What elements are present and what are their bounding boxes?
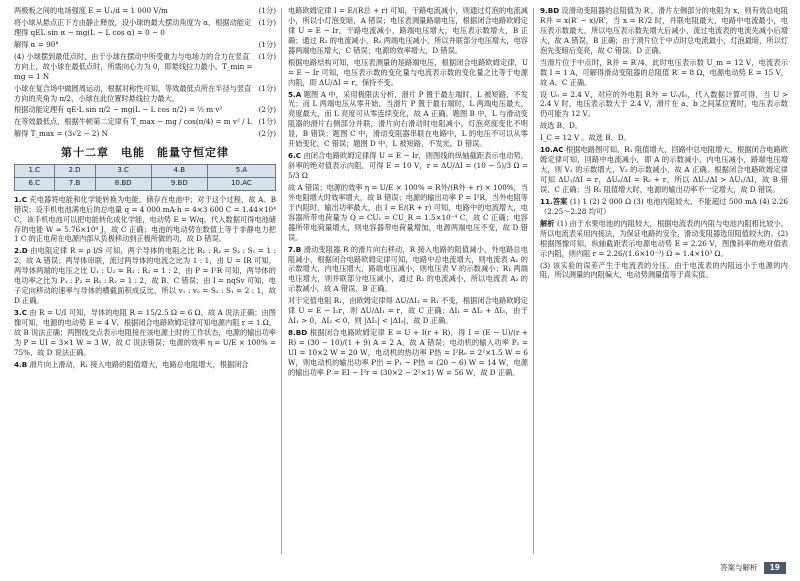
solution-line: 解得 α = 90° (1分): [14, 39, 276, 49]
chapter-title: 第十二章 电能 能量守恒定律: [61, 146, 229, 160]
answer-cell: 10.AC: [207, 178, 275, 191]
answer-cell: 8.BD: [95, 178, 151, 191]
solution-paragraph: (3) 该实验的误差产生于电流表的分压，由于电流表的内阻远小于电源的内阻，所以测量的内阻偏大，电动势测量值等于真实值。: [540, 260, 788, 280]
solution-line: 根据动能定理有 qE·L sin π/2 − mg(L − L cos π/2) = ½ m v² (2分): [14, 105, 276, 115]
answer-cell: 6.C: [15, 178, 55, 191]
solution-line: (4) 小球摆到最低点时，由于小球在摆动中所受重力与电场力的合力在竖直方向上，故小球在最低点时，所需向心力为 0，即悬线拉力最小，T_min = mg = 1 N (1分): [14, 51, 276, 81]
answer-cell: 5.A: [207, 165, 275, 178]
column-divider: [533, 8, 534, 554]
answer-cell: 4.B: [151, 165, 207, 178]
solution-paragraph: 7.B 滑动变阻器 R 的滑片向右移动，R 接入电路的阻值减小，外电路总电阻减小，根据闭合电路欧姆定律可知，电路中总电流增大，则电流表 A₁ 的示数增大，内电压增大，路端电压减小，则电压表 V 的示数减小；R₁ 两端电压增大，则并联部分电压减小，通过 R₂ 的电流减小，所以电流表 A₂ 的示数减小，故 A 错误、B 正确。: [288, 244, 528, 294]
solution-paragraph: 设 U₀ = 2.4 V，对应的外电阻 R外 = U₀/I₀，代入数据计算可得，当 U > 2.4 V 时，电压表示数大于 2.4 V，滑片在 a、b 之间某位置时，电压表示数仍可能为 12 V。: [540, 89, 788, 119]
solution-paragraph: 11.答案 (1) 1 (2) 2 000 Ω (3) 电池内阻较大、不能超过 500 mA (4) 2.26（2.25～2.28 均可）: [540, 196, 788, 216]
answer-table: [14, 164, 276, 190]
footer-label: 答案与解析: [720, 562, 758, 572]
solution-paragraph: 3.C 由 R = U/I 可知，导体的电阻 R = 15/2.5 Ω = 6 Ω，故 A 说法正确；由图像可知，电源的电动势 E = 4 V，根据闭合电路欧姆定律可知电源内阻 r = 1 Ω，故 B 说法正确；两图线交点表示电阻接在该电源上时的工作状态，电源的输出功率为 P = UI = 3×1 W = 3 W，故 C 说法错误；电源的效率 η = U/E × 100% = 75%，故 D 说法正确。: [14, 308, 276, 357]
solution-line: 解得 T_max = (3√2 − 2) N (2分): [14, 129, 276, 139]
solution-line: 两极板之间的电场强度 E = U₁/d = 1 000 V/m (1分): [14, 6, 276, 15]
page-footer: [714, 561, 786, 575]
answer-cell: 1.C: [15, 165, 55, 178]
column-middle: [288, 6, 528, 554]
answer-cell: 7.B: [54, 178, 95, 191]
solution-paragraph: 故 A 错误；电源的效率 η = U/E × 100% = R外/(R外 + r) × 100%，当外电阻增大时效率增大，故 B 错误；电源的输出功率 P = I²R，当外电阻等于内阻时，输出功率最大，由 I = E/(R + r) 可知，电路中的电流增大，电容器所带电荷量为 Q = CU₁ = CU_R = 1.5×10⁻⁴ C，故 C 正确；电容器所带电荷量增大，则电容器带电荷量增加，电源两端电压不变，故 D 错误。: [288, 182, 528, 242]
solution-paragraph: 故选 B、D。: [540, 121, 583, 131]
solution-paragraph: 2.D 由电阻定律 R = ρ l/S 可知，两个导体的电阻之比 R₁ : R₂ = S₂ : S₁ = 1 : 2，故 A 错误；两导体串联，流过两导体的电流之比为 1 : 1，由 U = IR 可知，两导体两端的电压之比 U₁ : U₂ = R₁ : R₂ = 1 : 2，由 P = I²R 可知，两导体的电功率之比为 P₁ : P₂ = R₁ : R₂ = 1 : 2，故 B、C 错误；由 I = nqSv 可知，电子定向移动的速率与导体的横截面积成反比，所以 v₁ : v₂ = S₂ : S₁ = 2 : 1，故 D 正确。: [14, 246, 276, 306]
solution-paragraph: 对于定值电阻 R₁，由欧姆定律得 ΔU/ΔI₁ = R₁ 不变，根据闭合电路欧姆定律 U = E − I₁r，则 ΔU/ΔI₁ = r，故 C 正确；ΔI₁ = ΔI₂ + ΔI₃，由于 ΔI₁ > 0，ΔI₂ < 0，则 |ΔI₁| < |ΔI₃|，故 D 正确。: [288, 296, 528, 326]
answer-cell: 9.BD: [151, 178, 207, 191]
solution-line: 在等效最低点，根据牛顿第二定律有 T_max − mg / cos(π/4) = m v² / L (1分): [14, 117, 276, 127]
solution-paragraph: 根据电路结构可知，电压表测量的是路端电压，根据闭合电路欧姆定律，U = E − Ir 可知，电压表示数的变化量与电流表示数的变化量之比等于电源内阻，即 ΔU/ΔI = r，保持不变。: [288, 57, 528, 87]
solution-paragraph: 9.BD 设滑动变阻器的总阻值为 R′，滑片左侧部分的电阻为 x，则有效总电阻 R并 = x(R′ − x)/R′，当 x = R′/2 时，并联电阻最大，电路中电流最小，电压表示数最大，所以电压表示数先增大后减小，流过电流表的电流先减小后增大，故 A 错误，B 正确；由于滑片位于中点时总电流最小，灯泡最暗，所以灯泡先变暗后变亮，故 C 错误、D 正确。: [540, 6, 788, 55]
solution-paragraph: 6.C 由闭合电路欧姆定律得 U = E − Ir，则图线的纵轴截距表示电动势，斜率的绝对值表示内阻，可得 E = 10 V，r = ΔU/ΔI = (10 − 5)/3 Ω = 5/3 Ω: [288, 151, 528, 180]
column-left: [14, 6, 276, 554]
column-divider: [281, 8, 282, 554]
solution-paragraph: 解析 (1) 由于水果电池的内阻较大，根据电流表的内阻与电池内阻相比较小，所以电流表采用内接法，为保证电路的安全，滑动变阻器选用阻值较大的。(2) 根据图像可知，纵轴截距表示电源电动势 E = 2.26 V，图像斜率的绝对值表示内阻，则内阻 r = 2.26/(1.6×10⁻³) Ω ≈ 1.4×10³ Ω。: [540, 218, 788, 258]
page-number: 19: [764, 562, 786, 574]
solution-paragraph: 4.B 滑片向上滑动，R₁ 接入电路的阻值增大，电路总电阻增大，根据闭合: [14, 359, 249, 369]
answer-cell: 2.D: [54, 165, 95, 178]
solution-paragraph: 8.BD 根据闭合电路欧姆定律 E = U + I(r + R)，得 I = (E − U)/(r + R) = (30 − 10)/(1 + 9) A = 2 A，故 A 错误；电动机的输入功率 P₁ = UI = 10×2 W = 20 W，电动机的热功率 P热 = I²R₀ = 2²×1.5 W = 6 W，则电动机的输出功率 P出 = P₁ − P热 = (20 − 6) W = 14 W，电源的输出功率 P = EI − I²r = (30×2 − 2²×1) W = 56 W，故 D 正确。: [288, 328, 528, 377]
solution-paragraph: 当滑片位于中点时，R并 = R′/4，此时电压表示数 U_m = 12 V，电流表示数 I = 1 A，可解得滑动变阻器的总阻值 R′ = 8 Ω，电源电动势 E = 15 V，故 A、C 正确。: [540, 57, 788, 87]
column-right: [540, 6, 788, 554]
solution-paragraph: 电路欧姆定律 I = E/(R总 + r) 可知，干路电流减小，则通过灯泡的电流减小，所以小灯泡变暗，A 错误；电压表测量路端电压，根据闭合电路欧姆定律 U = E − Ir，干路电流减小，路端电压增大，电压表示数增大，B 正确；通过 R₂ 的电流减小，R₂ 两端电压减小，所以并联部分电压增大，电容器两端电压增大，C 错误；电源的效率增大，D 错误。: [288, 6, 528, 55]
solution-paragraph: 1.C 充电器将电能和化学能转换为电能，储存在电池中；对于这个过程，故 A、B 错误；设手机电池满电后的总电量 q = 4 000 mA·h = 4×3 600 C = 1.44×10⁴ C，该手机电池可以把电能转化成化学能，电动势 E = W/q，代入数据可得电池储存的电能 W ≈ 5.76×10⁴ J，故 C 正确；电池的电动势在数值上等于非静电力把 1 C 的正电荷在电源内部从负极移动到正极所做的功，故 D 错误。: [14, 194, 276, 244]
answer-cell: 3.C: [95, 165, 151, 178]
solution-line: 小球在复合场中做圆周运动，根据对称性可知，等效最低点所在半径与竖直方向的夹角为 π/2，小球在此位置时悬线拉力最大。 (1分): [14, 83, 276, 103]
solution-paragraph: 5.A 题图 A 中，采用极限法分析，滑片 P 置于最左端时，L 被短路，不发光；而 L 两端电压从零开始，当滑片 P 置于最右端时，L 两端电压最大，亮度最大，而 L 亮度可从零连续变化，故 A 正确。题图 B 中，L 与滑动变阻器的滑片右侧部分并联，滑片向右滑动时电阻减小，灯泡亮度变化不明显，B 错误；题图 C 中，滑动变阻器串联在电路中，L 的电压不可以从零开始变化，C 错误；题图 D 中，L 被短路，不发光，D 错误。: [288, 89, 528, 149]
solution-line: 将小球从悬点正下方由静止释放，设小球的最大摆动角度为 α，根据动能定理得 qEL sin α − mg(L − L cos α) = 0 − 0 (1分): [14, 17, 276, 37]
solution-paragraph: I_C = 12 V 。故选 B、D。: [540, 133, 631, 143]
solution-paragraph: 10.AC 根据电路图可知，R₁ 阻值增大，回路中总电阻增大，根据闭合电路欧姆定律可知，回路中电流减小，即 A 的示数减小，内电压减小，路端电压增大，则 V₁ 的示数增大，V₂ 的示数减小，故 A 正确。根据闭合电路欧姆定律可知 ΔU₁/ΔI = r，ΔU₂/ΔI = R₂ + r，所以 ΔU₂/ΔI > ΔU₁/ΔI，故 B 错误、C 正确；当 R₁ 阻值增大时，电源的输出功率不一定增大，故 D 错误。: [540, 145, 788, 194]
